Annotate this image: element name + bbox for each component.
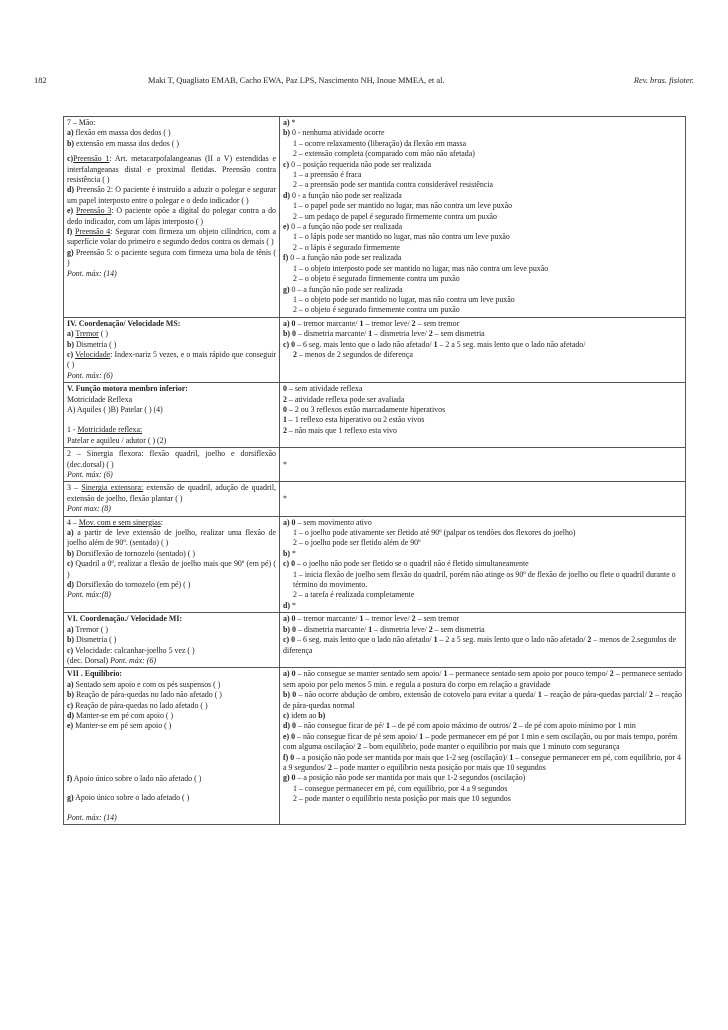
text-span: 0 – a função não pode ser realizada [289,284,403,294]
text-span: 2 [293,349,297,359]
list-item: Patelar e aquileu / adutor ( ) (2) [67,435,167,445]
text-span: b) 0 [283,624,296,634]
text-span: – dismetria marcante/ [295,329,369,339]
score-option: 2 – extensão completa (comparado com mão não afetada) [293,149,475,159]
list-item [67,248,276,269]
text-span: Apoio único sobre o lado afetado ( ) [73,793,190,803]
list-item [67,774,276,784]
text-span: 2 [428,624,433,634]
list-item [67,340,276,350]
text-span: – não consegue ficar de pé sem apoio/ [295,731,420,741]
list-item [67,625,276,635]
text-span: 1 [509,752,514,762]
text-span: – bom equilíbrio, pode manter o equilíbrio por mais que 1 minuto com segurança [361,742,620,752]
section-title: IV. Coordenação/ Velocidade MS: [67,318,181,328]
score-option: * [283,493,287,503]
list-item [283,711,682,721]
list-item: A) Aquiles ( )B) Patelar ( ) (4) [67,404,163,414]
text-span: d) [283,190,291,200]
score-option: 2 – pode manter o equilíbrio nesta posição por mais que 10 segundos [293,794,511,804]
text-span: a) [67,679,74,689]
text-span: b) 0 [283,690,297,700]
text-span: f) [67,773,73,783]
text-span: – menos de 2 segundos de diferença [296,349,413,359]
score-option: 2 – um pedaço de papel é segurado firmemente contra um puxão [293,211,497,221]
text-span: 0 [283,404,287,414]
text-span: – reação de pára-quedas parcial/ [541,690,650,700]
text-span: f) 0 [283,752,295,762]
text-span: a partir de leve extensão de joelho, realizar uma flexão de joelho além de 90º. (sentado) ( ) [67,528,276,548]
text-span: Motricidade reflexa: [77,425,143,435]
text-span: a) 0 [283,614,296,624]
item-cell [64,383,280,448]
list-item [283,625,682,635]
text-span: – sem tremor [415,318,460,328]
text-span: – atividade reflexa pode ser avaliada [286,394,405,404]
score-option: 2 – o joelho pode ser fletido além de 90º [293,538,421,548]
score-cell [280,668,686,825]
section-title: VI. Coordenação./ Velocidade MI: [67,614,183,624]
score-option: 1 – o papel pode ser mantido no lugar, mas não contra um leve puxão [293,201,513,211]
page-header [34,76,694,90]
text-span: : Segurar com firmeza um objeto cilíndrico, com a superfície volar do primeiro e segundo dedos contra os demais ( ) [67,227,276,247]
list-item [283,635,682,656]
text-span: g) 0 [283,773,296,783]
text-span: idem ao [289,710,319,720]
text-span: extensão de quadril, adução de quadril, extensão de joelho, flexão plantar ( ) [67,483,276,503]
score-option [283,415,682,425]
text-span: a) 0 [283,669,296,679]
list-item [283,222,682,232]
list-item [283,128,682,138]
text-span: 0 – a função não pode ser realizada [289,222,403,232]
score-option: * [283,459,287,469]
list-item [283,118,682,128]
text-span: Dorsiflexão do tornozelo (em pé) ( ) [74,580,191,590]
text-span: 1 [537,690,542,700]
list-item [67,711,276,721]
text-span: – 1 reflexo esta hiperativo ou 2 estão vivos [286,415,425,425]
score-option [283,395,682,405]
text-span: 2 [327,762,332,772]
text-span: Dismetria ( ) [74,635,117,645]
list-item [67,483,276,504]
table-row [64,448,686,482]
table-row [64,516,686,613]
list-item [283,319,682,329]
section-title: 7 – Mão: [67,118,96,127]
text-span: c) [67,645,74,655]
score-cell [280,482,686,516]
text-span: 2 [411,318,416,328]
text-span: – consegue permanecer em pé, com equilíbrio, por 4 a 9 segundos/ [283,752,681,772]
list-item [283,518,682,528]
text-span: – não mais que 1 reflexo esta vivo [286,425,397,435]
text-span: 2 [357,742,362,752]
score-option: 1 – o objeto pode ser mantido no lugar, mas não contra um leve puxão [293,294,515,304]
max-score: Pont. máx: (14) [67,812,117,822]
list-item [67,185,276,206]
max-score: Pont. máx:(8) [67,590,111,600]
text-span: – 6 seg. mais lento que o lado não afetado/ [295,339,434,349]
text-span: – o joelho não pode ser fletido se o quadril não é fletido simultaneamente [295,559,529,569]
list-item [67,549,276,559]
text-span: c) 0 [283,339,296,349]
item-cell [64,317,280,382]
text-span: – sem movimento ativo [295,517,372,527]
text-span: b) [67,339,75,349]
text-span: e) [283,222,290,232]
text-span: – dismetria leve/ [372,624,429,634]
text-span: e) [67,721,74,731]
item-cell [64,613,280,668]
text-span: c) [67,349,74,359]
text-span: d) [283,600,291,610]
text-span: b) [283,128,291,138]
text-span: – permanece sentado sem apoio por pouco tempo/ [447,669,610,679]
text-span: – não consegue se manter sentado sem apoio/ [295,669,444,679]
text-span: 2 [283,394,287,404]
text-span: Preensão 2: O paciente é instruído a aduzir o polegar e segurar um papel interposto entre o polegar e o dedo indicador ( ) [67,185,276,205]
text-span: – reação de pára-quedas normal [283,690,682,710]
score-option: 2 – a tarefa é realizada completamente [293,590,415,600]
text-span: Velocidade [75,349,111,359]
text-span: – permanece sentado sem apoio por pelo menos 5 min. e regula a postura do corpo em relação a gravidade [283,669,682,689]
list-item [67,690,276,700]
text-span: Mov. com e sem sinergias [78,517,161,527]
list-item [67,721,276,731]
text-span: – sem dismetria [432,329,485,339]
page-number: 182 [34,76,47,85]
text-span: g) [67,793,74,803]
text-span: b) [67,635,75,645]
text-span: – 2 a 5 seg. mais lento que o lado não afetado/ [437,339,586,349]
score-cell [280,516,686,613]
text-span: 1 [368,329,373,339]
text-span: d) [67,580,75,590]
text-span: Tremor [75,329,99,339]
text-span: d) [67,185,75,195]
text-span: Preensão 5: o paciente segura com firmeza uma bola de tênis ( ) [67,247,276,268]
score-option: 1 – o joelho pode ativamente ser fletido até 90º (palpar os tendões dos flexores do joelho) [293,528,576,538]
score-option: 1 – a preensão é fraca [293,170,362,180]
item-cell [64,448,280,482]
score-option: 2 – o objeto é segurado firmemente contra um puxão [293,274,460,284]
text-span: Quadril a 0º, realizar a flexão de joelho mais que 90º (em pé) ( ) [67,559,276,579]
text-span: – a posição não pode ser mantida por mais que 1-2 segundos (oscilação) [295,773,526,783]
list-item [67,701,276,711]
text-span: Sinergia extensora: [81,483,144,493]
list-item [67,329,276,339]
list-item [283,614,682,624]
text-span: * [290,600,296,610]
text-span: : Index-nariz 5 vezes, e o mais rápido que conseguir ( ) [67,349,276,370]
text-span: c) 0 [283,635,296,645]
text-span: b) 0 [283,329,296,339]
text-span: f) [283,253,289,263]
item-cell [64,668,280,825]
max-score: Pont max: (8) [67,504,111,514]
text-span: extensão em massa dos dedos ( ) [74,138,179,148]
text-span: g) [283,284,290,294]
text-span: 2 [649,690,653,700]
text-span: e) [67,206,74,216]
text-span: 0 – a função não pode ser realizada [288,253,402,263]
text-span: Preensão 4 [75,227,111,237]
text-span: 0 [283,384,287,394]
text-span: 1 - [67,425,78,435]
list-item [67,580,276,590]
text-span: c) 0 [283,559,296,569]
fugl-meyer-table [63,116,686,825]
item-cell [64,482,280,516]
list-item [67,680,276,690]
list-item [283,285,682,295]
text-span: g) [67,247,74,257]
text-span: b) [283,548,291,558]
table-row [64,613,686,668]
list-item [283,732,682,753]
list-item: 2 – Sinergia flexora: flexão quadril, joelho e dorsiflexão (dec.dorsal) ( ) [67,449,276,469]
score-option [283,350,682,360]
text-span: Apoio único sobre o lado não afetado ( ) [72,773,202,783]
text-span: – dismetria marcante/ [295,624,369,634]
list-item [283,669,682,690]
list-item [283,753,682,774]
score-option: 1 – ocorre relaxamento (liberação) da flexão em massa [293,138,467,148]
text-span: – menos de 2.segundos de diferença [283,635,676,655]
text-span: 1 [283,415,287,425]
score-cell [280,317,686,382]
score-option: 1 – consegue permanecer em pé, com equilíbrio, por 4 a 9 segundos [293,783,508,793]
text-span: – tremor leve/ [363,614,412,624]
text-span: 2 [411,614,416,624]
list-item [67,559,276,580]
text-span: – tremor marcante/ [295,614,360,624]
list-item [283,160,682,170]
text-span: : O paciente opõe a digital do polegar contra a do dedo indicador, com um lápis interposto ( ) [67,206,276,226]
list-item [283,559,682,569]
text-span: Velocidade: calcanhar-joelho 5 vez ( ) [73,645,195,655]
text-span: d) 0 [283,721,296,731]
text-span: 4 – [67,517,79,527]
text-span: a) [283,118,290,127]
text-span: – de pé com apoio mínimo por 1 min [516,721,636,731]
score-option: 1 – o objeto interposto pode ser mantido no lugar, mas não contra um leve puxão [293,263,549,273]
list-item [67,646,276,656]
text-span: f) [67,227,73,237]
journal-name: Rev. bras. fisioter. [633,76,694,85]
text-span: Manter-se em pé sem apoio ( ) [73,721,172,731]
text-span: 1 [443,669,448,679]
text-span: * [289,118,296,127]
text-span: – tremor marcante/ [295,318,360,328]
list-item [67,139,276,149]
list-item [283,253,682,263]
text-span: a) [67,624,74,634]
score-cell [280,613,686,668]
text-span: 2 [512,721,517,731]
text-span: – pode manter o equilíbrio nesta posição por mais que 10 segundos [331,762,546,772]
text-span: c) [67,559,74,569]
table-row [64,482,686,516]
text-span: – não ocorre abdução de ombro, extensão de cotovelo para evitar a queda/ [296,690,538,700]
text-span: b) [67,548,75,558]
max-score: Pont. máx: (6) [110,655,156,665]
text-span: a) [67,329,74,339]
list-item [67,227,276,248]
text-span: b) [67,138,75,148]
list-item [283,549,682,559]
text-span: Sentado sem apoio e com os pés suspensos ( ) [73,679,221,689]
text-span: 3 – [67,483,82,493]
table-row [64,383,686,448]
text-span: – 2 a 5 seg. mais lento que o lado não afetado/ [437,635,588,645]
table-row [64,317,686,382]
list-item [67,206,276,227]
score-cell [280,383,686,448]
text-span: 2 [609,669,614,679]
list-item [67,128,276,138]
list-item [283,773,682,783]
list-item [283,329,682,339]
text-span: a) 0 [283,517,296,527]
text-span: c) [283,710,290,720]
score-option: 1 – o lápis pode ser mantido no lugar, mas não contra um leve puxão [293,232,510,242]
text-span: – não consegue ficar de pé/ [295,721,386,731]
list-item [283,601,682,611]
score-option [283,405,682,415]
text-span: e) 0 [283,731,296,741]
item-cell [64,516,280,613]
text-span: a) [67,128,74,138]
list-item [67,528,276,549]
text-span: 0 - a função não pode ser realizada [290,190,402,200]
text-span: 2 [428,329,433,339]
text-span: 1 [368,624,373,634]
score-cell [280,117,686,318]
list-item [283,690,682,711]
text-span: 0 – posição requerida não pode ser realizada [289,159,432,169]
text-span: a) 0 [283,318,296,328]
max-score: Pont. máx: (14) [67,268,117,278]
list-item [283,721,682,731]
score-option: 1 – inicia flexão de joelho sem flexão do quadril, porém não atinge os 90º de flexão de joelho ou flete o quadril durante o término do movimento. [293,569,676,590]
list-item [67,350,276,371]
text-span: – tremor leve/ [363,318,412,328]
score-option [283,426,682,436]
text-span: b) [318,710,326,720]
text-span: Tremor ( ) [73,624,108,634]
text-span: – sem tremor [415,614,460,624]
score-option [283,384,682,394]
text-span: : [160,517,164,527]
text-span: d) [67,710,75,720]
text-span: c) [67,700,74,710]
score-option: 2 – o lápis é segurado firmemente [293,242,400,252]
text-span: Preensão 1 [73,154,110,164]
text-span: – sem dismetria [432,624,485,634]
score-option: 2 – a preensão pode ser mantida contra considerável resistência [293,180,494,190]
text-span: (dec. Dorsal) [67,655,111,665]
list-item: Motricidade Reflexa [67,394,133,404]
text-span: 2 [283,425,287,435]
text-span: flexão em massa dos dedos ( ) [73,128,171,138]
text-span: 1 [419,731,424,741]
item-cell [64,117,280,318]
text-span: 1 [433,635,438,645]
text-span: ( ) [98,329,109,339]
score-cell [280,448,686,482]
text-span: – pode permanecer em pé por 1 min e sem oscilação, ou por mais tempo, porém com alguma oscilação/ [283,731,678,752]
text-span: Dorsiflexão de tornozelo (sentado) ( ) [74,548,195,558]
text-span: – sem atividade reflexa [286,384,363,394]
text-span: – a posição não pode ser mantida por mais que 1-2 seg (oscilação)/ [294,752,510,762]
list-item [67,154,276,185]
list-item [67,793,276,803]
text-span: 0 - nenhuma atividade ocorre [290,128,385,138]
section-title: VII . Equilíbrio: [67,669,123,679]
text-span: * [290,548,296,558]
text-span: Manter-se em pé com apoio ( ) [74,710,174,720]
text-span: – dismetria leve/ [372,329,429,339]
text-span: Reação de pára-quedas no lado afetado ( ) [73,700,208,710]
text-span: – 6 seg. mais lento que o lado não afetado/ [295,635,434,645]
running-authors: Maki T, Quagliato EMAB, Cacho EWA, Paz LPS, Nascimento NH, Inoue MMEA, et al. [148,76,445,85]
text-span: – 2 ou 3 reflexos estão marcadamente hiperativos [286,404,446,414]
text-span: 2 [587,635,592,645]
list-item [67,656,276,666]
list-item [283,340,682,350]
text-span: c) [67,154,74,164]
max-score: Pont. máx: (6) [67,370,113,380]
list-item [67,425,276,435]
section-title: V. Função motora membro inferior: [67,384,188,394]
table-row [64,117,686,318]
text-span: 1 [385,721,390,731]
text-span: : Art. metacarpofalangeanas (II a V) estendidas e interfalangeanas distal e proximal fletidas. Preensão contra resistência ( ) [67,154,276,185]
text-span: Dismetria ( ) [74,339,117,349]
text-span: 1 [359,318,364,328]
text-span: – de pé com apoio máximo de outros/ [389,721,513,731]
text-span: 1 [433,339,438,349]
list-item [283,191,682,201]
text-span: c) [283,159,290,169]
score-option: 2 – o objeto é segurado firmemente contra um puxão [293,305,460,315]
text-span: Reação de pára-quedas no lado não afetado ( ) [74,690,222,700]
section-title [67,518,276,528]
text-span: a) [67,528,74,538]
text-span: Preensão 3 [76,206,112,216]
table-row [64,668,686,825]
text-span: 1 [359,614,364,624]
list-item [67,635,276,645]
text-span: b) [67,690,75,700]
max-score: Pont. máx: (6) [67,470,113,479]
